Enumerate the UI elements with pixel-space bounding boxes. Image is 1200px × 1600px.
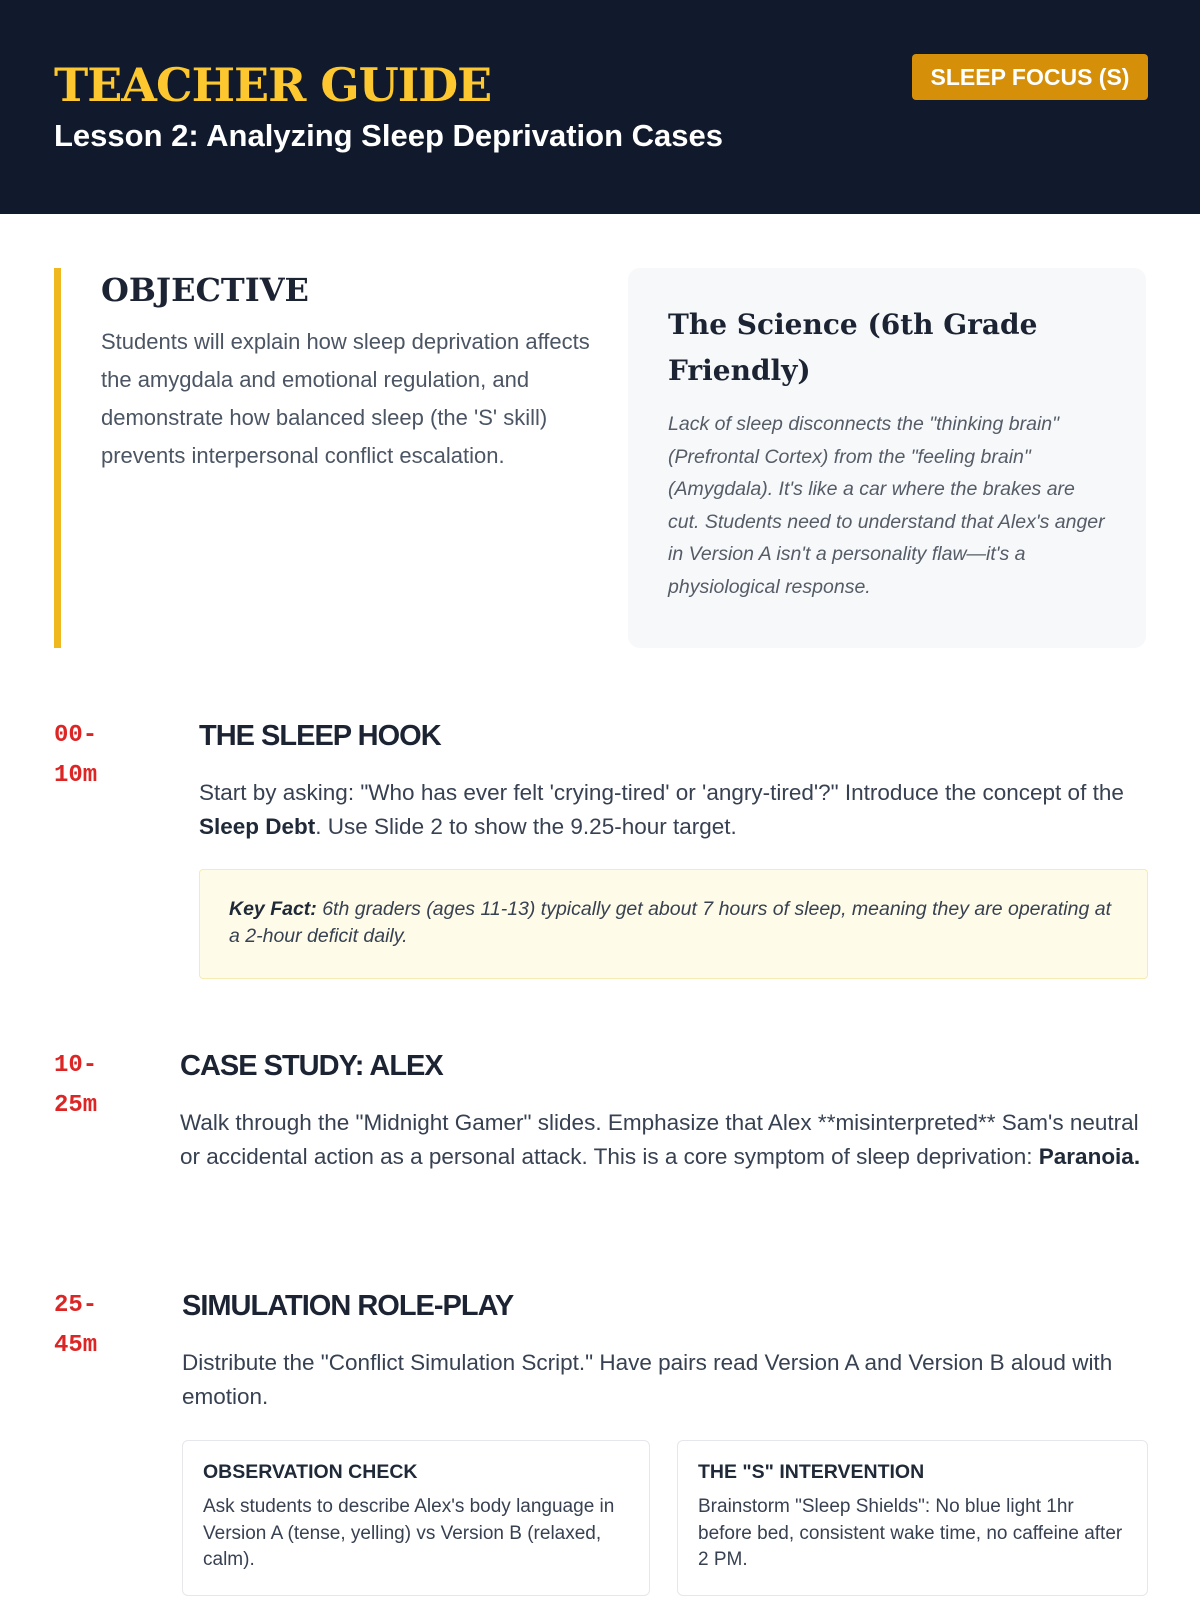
objective-text: Students will explain how sleep deprivation affects the amygdala and emotional regulation, and demonstrate how balanced sleep (the 'S' skill) prevents interpersonal conflict escalation. xyxy=(101,329,590,468)
time-end: 25m xyxy=(54,1092,98,1119)
key-fact-label: Key Fact: xyxy=(229,898,317,920)
science-callout xyxy=(628,268,1146,648)
section-text xyxy=(199,776,1149,844)
card-text: Ask students to describe Alex's body language in Version A (tense, yelling) vs Version B (relaxed, calm). xyxy=(203,1496,615,1570)
time-start: 10- xyxy=(54,1052,98,1079)
focus-badge: SLEEP FOCUS (S) xyxy=(912,54,1148,100)
text-part: . Use Slide 2 to show the 9.25-hour target. xyxy=(315,814,737,839)
science-text: Lack of sleep disconnects the "thinking brain" (Prefrontal Cortex) from the "feeling brain" (Amygdala). It's like a car where the brakes are cut. Students need to understand that Alex's anger in Version A isn't a personality flaw—it's a physiological response. xyxy=(668,413,1105,598)
objective-heading: OBJECTIVE xyxy=(101,271,309,309)
section-text xyxy=(180,1106,1155,1174)
time-end: 45m xyxy=(54,1332,98,1359)
section-text: Distribute the "Conflict Simulation Script." Have pairs read Version A and Version B aloud with emotion. xyxy=(182,1350,1113,1409)
time-start: 25- xyxy=(54,1292,98,1319)
key-fact-callout xyxy=(199,869,1148,979)
text-emphasis: Paranoia. xyxy=(1038,1144,1141,1169)
lesson-subtitle: Lesson 2: Analyzing Sleep Deprivation Cases xyxy=(54,118,723,153)
time-end: 10m xyxy=(54,762,98,789)
section-heading: CASE STUDY: ALEX xyxy=(180,1050,443,1082)
card-title: OBSERVATION CHECK xyxy=(203,1461,418,1483)
objective-section xyxy=(54,268,594,648)
section-heading: SIMULATION ROLE-PLAY xyxy=(182,1290,514,1322)
card-text: Brainstorm "Sleep Shields": No blue light 1hr before bed, consistent wake time, no caffeine after 2 PM. xyxy=(698,1496,1123,1570)
time-start: 00- xyxy=(54,722,98,749)
section-time-range xyxy=(54,716,97,796)
text-part: Start by asking: "Who has ever felt 'crying-tired' or 'angry-tired'?" Introduce the concept of the xyxy=(199,780,1124,805)
text-part: Walk through the "Midnight Gamer" slides. Emphasize that Alex **misinterpreted** Sam's neutral or accidental action as a personal attack. This is a core symptom of sleep deprivation: xyxy=(180,1110,1139,1169)
key-fact-text: 6th graders (ages 11-13) typically get about 7 hours of sleep, meaning they are operating at a 2-hour deficit daily. xyxy=(229,898,1111,947)
s-intervention-card xyxy=(677,1440,1148,1596)
section-time-range xyxy=(54,1286,97,1366)
page-header xyxy=(0,0,1200,214)
observation-check-card xyxy=(182,1440,650,1596)
card-title: THE "S" INTERVENTION xyxy=(698,1461,925,1483)
text-emphasis: Sleep Debt xyxy=(199,814,316,839)
page-title: TEACHER GUIDE xyxy=(54,58,492,112)
section-heading: THE SLEEP HOOK xyxy=(199,720,441,752)
section-time-range xyxy=(54,1046,97,1126)
science-heading: The Science (6th Grade Friendly) xyxy=(668,308,1038,387)
